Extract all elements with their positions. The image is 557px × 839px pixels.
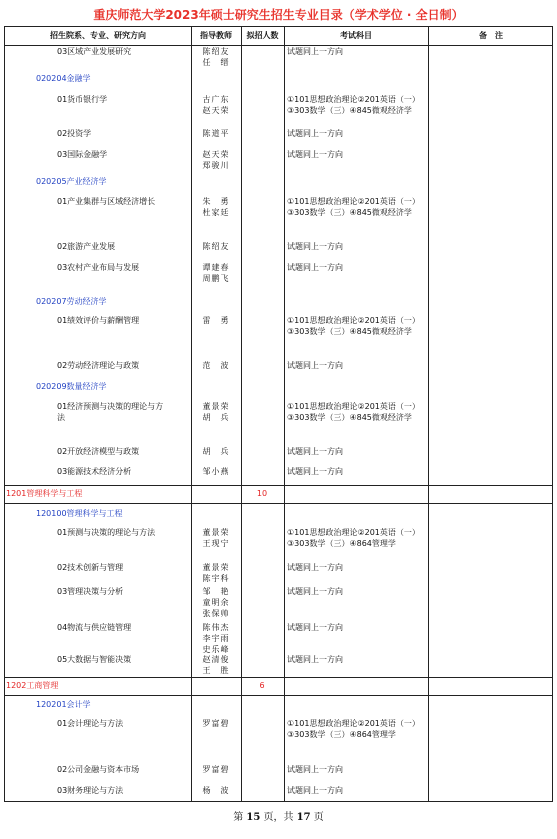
teacher-names: 胡 兵 — [202, 447, 230, 456]
direction-label: 03能源技术经济分析 — [57, 467, 132, 476]
direction-label: 02投资学 — [57, 129, 92, 138]
footer-prefix: 第 — [233, 812, 247, 823]
dept-divider — [5, 485, 552, 486]
exam-subjects: 试题同上一方向 — [287, 563, 343, 572]
direction-label: 02技术创新与管理 — [57, 563, 124, 572]
exam-subjects: 试题同上一方向 — [287, 263, 343, 272]
dept-divider — [5, 677, 552, 678]
enrollment-count: 6 — [259, 681, 265, 690]
teacher-names: 陈绍友 任 缙 — [202, 47, 230, 67]
major-label: 020209数量经济学 — [36, 382, 107, 391]
teacher-names: 邹 艳 童明余 张保帅 — [202, 587, 230, 618]
exam-subjects: 试题同上一方向 — [287, 47, 343, 56]
exam-subjects: 试题同上一方向 — [287, 786, 343, 795]
direction-label: 03财务理论与方法 — [57, 786, 124, 795]
exam-subjects: 试题同上一方向 — [287, 587, 343, 596]
footer-suffix: 页 — [310, 812, 324, 823]
header-notes: 备 注 — [479, 31, 503, 40]
teacher-names: 陈道平 — [202, 129, 230, 138]
dept-divider — [5, 503, 552, 504]
direction-label: 03农村产业布局与发展 — [57, 263, 140, 272]
exam-subjects: 试题同上一方向 — [287, 765, 343, 774]
teacher-names: 董景荣 胡 兵 — [202, 402, 230, 422]
direction-label: 02劳动经济理论与政策 — [57, 361, 140, 370]
direction-label: 05大数据与智能决策 — [57, 655, 132, 664]
direction-label: 02开放经济模型与政策 — [57, 447, 140, 456]
exam-subjects: ①101思想政治理论②201英语（一）③303数学（三）④864管理学 — [287, 719, 420, 739]
teacher-names: 朱 勇 杜家廷 — [202, 197, 230, 217]
teacher-names: 谭建春 周鹏飞 — [202, 263, 230, 283]
header-count: 拟招人数 — [246, 31, 279, 40]
department-label: 1201管理科学与工程 — [6, 489, 83, 498]
exam-subjects: 试题同上一方向 — [287, 655, 343, 664]
exam-subjects: 试题同上一方向 — [287, 129, 343, 138]
exam-subjects: 试题同上一方向 — [287, 623, 343, 632]
direction-label: 01货币银行学 — [57, 95, 108, 104]
teacher-names: 董景荣 陈宇科 — [202, 563, 230, 583]
header-direction: 招生院系、专业、研究方向 — [50, 31, 146, 40]
direction-label: 01会计理论与方法 — [57, 719, 124, 728]
direction-label: 03国际金融学 — [57, 150, 108, 159]
enrollment-count: 10 — [256, 489, 268, 498]
teacher-names: 范 波 — [202, 361, 230, 370]
teacher-names: 赵天荣 郑骏川 — [202, 150, 230, 170]
major-label: 120201会计学 — [36, 700, 91, 709]
exam-subjects: ①101思想政治理论②201英语（一）③303数学（三）④845微观经济学 — [287, 402, 420, 422]
footer-page-number: 15 — [246, 812, 261, 823]
teacher-names: 邹小燕 — [202, 467, 230, 476]
col-divider — [284, 27, 285, 801]
footer-middle: 页，共 — [260, 812, 297, 823]
exam-subjects: ①101思想政治理论②201英语（一）③303数学（三）④845微观经济学 — [287, 95, 420, 115]
major-label: 020207劳动经济学 — [36, 297, 107, 306]
exam-subjects: ①101思想政治理论②201英语（一）③303数学（三）④845微观经济学 — [287, 316, 420, 336]
major-label: 120100管理科学与工程 — [36, 509, 123, 518]
major-label: 020204金融学 — [36, 74, 91, 83]
page-title: 重庆师范大学2023年硕士研究生招生专业目录（学术学位 · 全日制） — [93, 8, 464, 22]
dept-divider — [5, 695, 552, 696]
teacher-names: 赵清俊 王 胜 — [202, 655, 230, 675]
exam-subjects: 试题同上一方向 — [287, 150, 343, 159]
col-divider — [428, 27, 429, 801]
header-teacher: 指导教师 — [200, 31, 232, 40]
teacher-names: 陈绍友 — [202, 242, 230, 251]
direction-label: 01产业集群与区域经济增长 — [57, 197, 156, 206]
teacher-names: 罗富碧 — [202, 719, 230, 728]
teacher-names: 董景荣 王现宁 — [202, 528, 230, 548]
header-exam: 考试科目 — [340, 31, 372, 40]
direction-label: 01预测与决策的理论与方法 — [57, 528, 156, 537]
exam-subjects: 试题同上一方向 — [287, 361, 343, 370]
exam-subjects: 试题同上一方向 — [287, 447, 343, 456]
teacher-names: 罗富碧 — [202, 765, 230, 774]
teacher-names: 雷 勇 — [202, 316, 230, 325]
direction-label: 01经济预测与决策的理论与方 法 — [57, 402, 164, 422]
major-label: 020205产业经济学 — [36, 177, 107, 186]
direction-label: 03区域产业发展研究 — [57, 47, 132, 56]
direction-label: 04物流与供应链管理 — [57, 623, 132, 632]
catalog-table — [4, 26, 553, 802]
page-footer — [0, 808, 557, 823]
direction-label: 01绩效评价与薪酬管理 — [57, 316, 140, 325]
teacher-names: 杨 波 — [202, 786, 230, 795]
department-label: 1202工商管理 — [6, 681, 59, 690]
direction-label: 02旅游产业发展 — [57, 242, 116, 251]
teacher-names: 陈伟杰 李宇雨 史乐峰 — [202, 623, 230, 654]
exam-subjects: ①101思想政治理论②201英语（一）③303数学（三）④864管理学 — [287, 528, 420, 548]
exam-subjects: 试题同上一方向 — [287, 242, 343, 251]
exam-subjects: 试题同上一方向 — [287, 467, 343, 476]
footer-total-pages: 17 — [296, 812, 311, 823]
teacher-names: 古广东 赵天荣 — [202, 95, 230, 115]
direction-label: 03管理决策与分析 — [57, 587, 124, 596]
exam-subjects: ①101思想政治理论②201英语（一）③303数学（三）④845微观经济学 — [287, 197, 420, 217]
direction-label: 02公司金融与资本市场 — [57, 765, 140, 774]
